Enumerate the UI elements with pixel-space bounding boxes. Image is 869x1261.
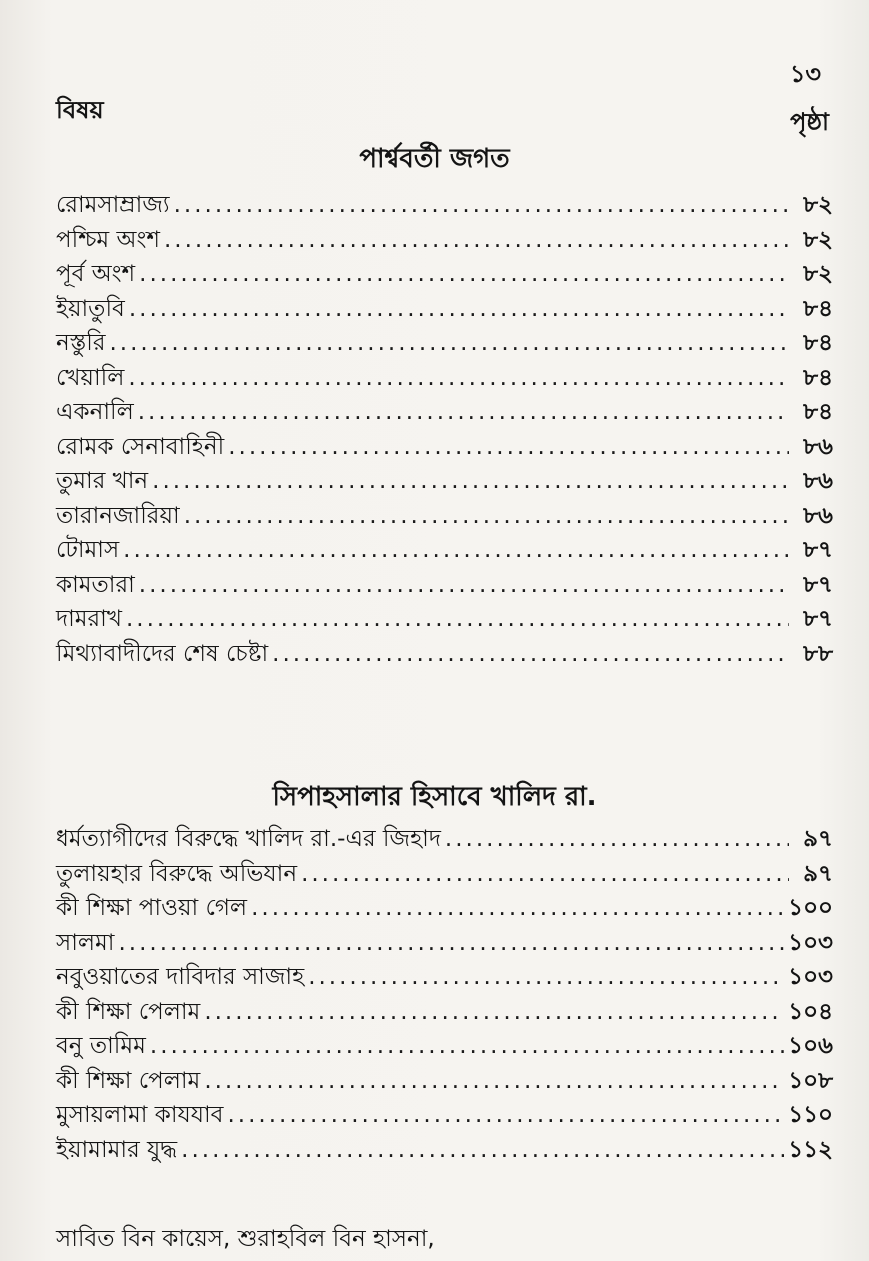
toc-entry	[56, 497, 833, 532]
toc-entry-title: টোমাস	[56, 537, 120, 563]
toc-entry-title: ইয়ামামার যুদ্ধ	[56, 1136, 178, 1163]
dot-leader	[445, 826, 789, 852]
toc-entry	[56, 924, 833, 959]
dot-leader	[164, 227, 789, 253]
dot-leader	[227, 1102, 784, 1128]
toc-entry	[56, 324, 833, 359]
toc-entry	[56, 600, 833, 635]
dot-leader	[174, 192, 789, 218]
section-heading-khalid-as-commander: সিপাহসালার হিসাবে খালিদ রা.	[272, 782, 597, 812]
toc-list-section-1	[56, 186, 833, 669]
toc-entry-page: ৮৮	[803, 640, 833, 667]
toc-entry	[56, 531, 833, 566]
toc-entry-title: তুমার খান	[56, 468, 149, 494]
dot-leader	[118, 930, 784, 956]
toc-entry-title: ইয়াতুবি	[56, 295, 125, 322]
toc-entry-title: কী শিক্ষা পাওয়া গেল	[56, 895, 248, 921]
dot-leader	[204, 999, 784, 1025]
dot-leader	[126, 606, 789, 632]
toc-entry-page: ৮৭	[803, 606, 833, 632]
toc-entry-page: ১০৮	[788, 1067, 833, 1094]
toc-entry-page: ৮৪	[803, 295, 833, 322]
toc-entry-page: ৮৬	[803, 502, 833, 529]
dot-leader	[228, 434, 789, 460]
section-heading-neighbouring-world: পার্শ্ববর্তী জগত	[359, 144, 510, 174]
toc-entry-page: ৮৭	[803, 537, 833, 563]
toc-entry	[56, 462, 833, 497]
toc-entry-page: ১০০	[788, 895, 833, 921]
toc-list-section-2	[56, 820, 833, 1165]
toc-entry	[56, 1131, 833, 1166]
dot-leader	[139, 261, 789, 287]
toc-entry	[56, 428, 833, 463]
dot-leader	[138, 399, 789, 425]
toc-entry-title: রোমসাম্রাজ্য	[56, 192, 170, 218]
toc-entry	[56, 993, 833, 1028]
toc-entry-title: খেয়ালি	[56, 364, 125, 391]
dot-leader	[301, 861, 789, 887]
dot-leader	[128, 365, 789, 391]
toc-entry-page: ৮২	[803, 192, 833, 218]
toc-entry	[56, 1027, 833, 1062]
toc-entry-page: ১০৬	[788, 1033, 833, 1059]
toc-entry-page: ৯৭	[803, 860, 833, 887]
toc-entry-title: কামতারা	[56, 571, 135, 598]
toc-entry-title: পশ্চিম অংশ	[56, 226, 160, 253]
toc-entry-title: কী শিক্ষা পেলাম	[56, 1067, 201, 1094]
toc-entry-title: বনু তামিম	[56, 1033, 146, 1059]
toc-entry-page: ৮২	[803, 261, 833, 287]
toc-entry-page: ৮৪	[803, 364, 833, 391]
subject-column-label: বিষয়	[56, 96, 104, 124]
dot-leader	[152, 468, 789, 494]
page-column-label: পৃষ্ঠা	[790, 108, 829, 136]
toc-entry-page: ৮৬	[803, 468, 833, 494]
toc-entry	[56, 566, 833, 601]
toc-entry	[56, 820, 833, 855]
toc-entry-title: পূর্ব অংশ	[56, 261, 136, 287]
toc-entry-page: ১০৪	[788, 998, 833, 1025]
toc-entry	[56, 1062, 833, 1097]
toc-entry-page: ৮২	[803, 226, 833, 253]
toc-entry-page: ৮৪	[803, 399, 833, 425]
toc-entry-title: সালমা	[56, 929, 115, 956]
toc-entry-page: ১০৩	[788, 929, 833, 956]
dot-leader	[123, 537, 789, 563]
toc-entry-title: নস্তুরি	[56, 330, 106, 356]
dot-leader	[251, 895, 784, 921]
toc-entry-page: ৯৭	[803, 826, 833, 852]
toc-entry-title: তারানজারিয়া	[56, 502, 180, 529]
toc-entry-title: তুলায়হার বিরুদ্ধে অভিযান	[56, 860, 298, 887]
toc-entry-title: একনালি	[56, 399, 134, 425]
toc-entry	[56, 635, 833, 670]
dot-leader	[110, 330, 790, 356]
dot-leader	[129, 296, 789, 322]
toc-entry-page: ৮৭	[803, 571, 833, 598]
dot-leader	[184, 503, 789, 529]
toc-entry-page: ৮৪	[803, 330, 833, 356]
toc-entry-title: ধর্মত্যাগীদের বিরুদ্ধে খালিদ রা.-এর জিহাদ	[56, 826, 441, 852]
dot-leader	[150, 1033, 784, 1059]
toc-entry-title: মুসায়লামা কাযযাব	[56, 1102, 224, 1128]
toc-entry-page: ১১০	[788, 1102, 833, 1128]
toc-entry-page: ১০৩	[788, 964, 833, 990]
toc-entry	[56, 290, 833, 325]
toc-entry	[56, 359, 833, 394]
toc-entry	[56, 255, 833, 290]
toc-entry-title: রোমক সেনাবাহিনী	[56, 433, 225, 460]
toc-entry-continued-title: সাবিত বিন কায়েস, শুরাহবিল বিন হাসনা,	[56, 1226, 435, 1252]
toc-entry	[56, 855, 833, 890]
dot-leader	[181, 1137, 784, 1163]
dot-leader	[139, 572, 789, 598]
toc-entry	[56, 221, 833, 256]
toc-entry-title: দামরাখ	[56, 606, 122, 632]
toc-entry-page: ১১২	[788, 1136, 833, 1163]
dot-leader	[204, 1068, 784, 1094]
toc-entry-title: কী শিক্ষা পেলাম	[56, 998, 201, 1025]
toc-entry-title: মিথ্যাবাদীদের শেষ চেষ্টা	[56, 640, 269, 667]
toc-entry	[56, 958, 833, 993]
toc-entry-title: নবুওয়াতের দাবিদার সাজাহ	[56, 964, 305, 990]
toc-entry-page: ৮৬	[803, 433, 833, 460]
dot-leader	[308, 964, 784, 990]
toc-entry	[56, 889, 833, 924]
toc-entry	[56, 1096, 833, 1131]
page-number: ১৩	[789, 60, 821, 88]
toc-entry	[56, 393, 833, 428]
toc-entry	[56, 186, 833, 221]
dot-leader	[272, 641, 789, 667]
